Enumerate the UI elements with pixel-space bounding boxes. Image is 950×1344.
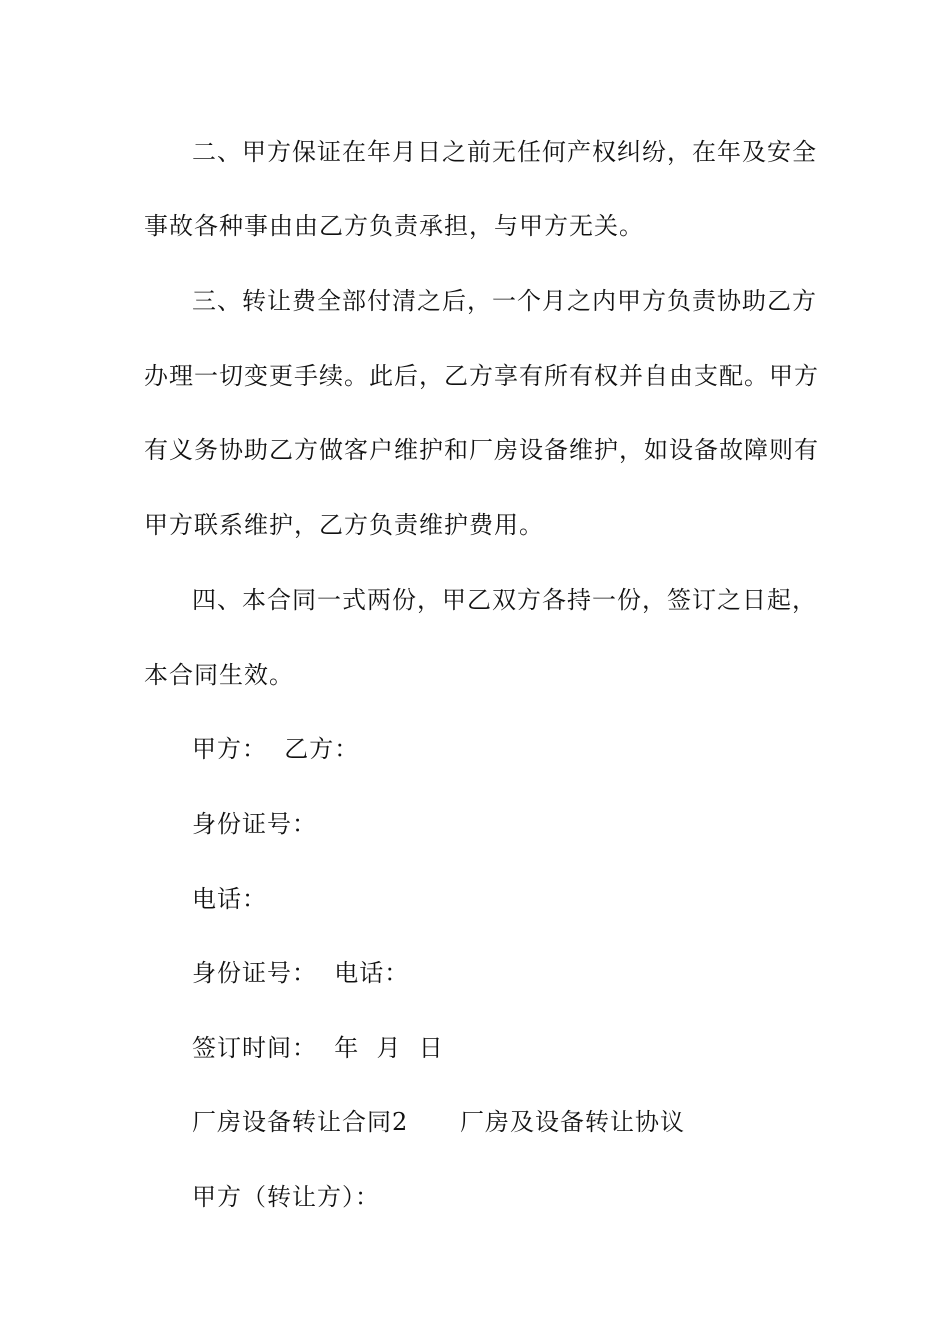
clause-3-line-4: 甲方联系维护，乙方负责维护费用。 [144, 511, 544, 539]
clause-4-line-2: 本合同生效。 [144, 661, 294, 689]
signing-date-line: 签订时间： 年 月 日 [192, 1034, 444, 1062]
clause-4-line-1: 四、本合同一式两份，甲乙双方各持一份，签订之日起， [192, 586, 817, 614]
clause-2-line-1: 二、甲方保证在年月日之前无任何产权纠纷，在年及安全 [192, 138, 817, 166]
party-signature-line: 甲方： 乙方： [192, 735, 360, 763]
clause-3-line-3: 有义务协助乙方做客户维护和厂房设备维护，如设备故障则有 [144, 436, 819, 464]
transferor-line: 甲方（转让方）： [192, 1183, 380, 1211]
clause-3-line-2: 办理一切变更手续。此后，乙方享有所有权并自由支配。甲方 [144, 362, 819, 390]
clause-3-line-1: 三、转让费全部付清之后，一个月之内甲方负责协助乙方 [192, 287, 817, 315]
id-and-phone-line: 身份证号： 电话： [192, 959, 410, 987]
contract-title-line: 厂房设备转让合同2 厂房及设备转让协议 [192, 1108, 686, 1136]
id-number-line: 身份证号： [192, 810, 317, 838]
clause-2-line-2: 事故各种事由由乙方负责承担，与甲方无关。 [144, 212, 644, 240]
phone-line: 电话： [192, 885, 267, 913]
